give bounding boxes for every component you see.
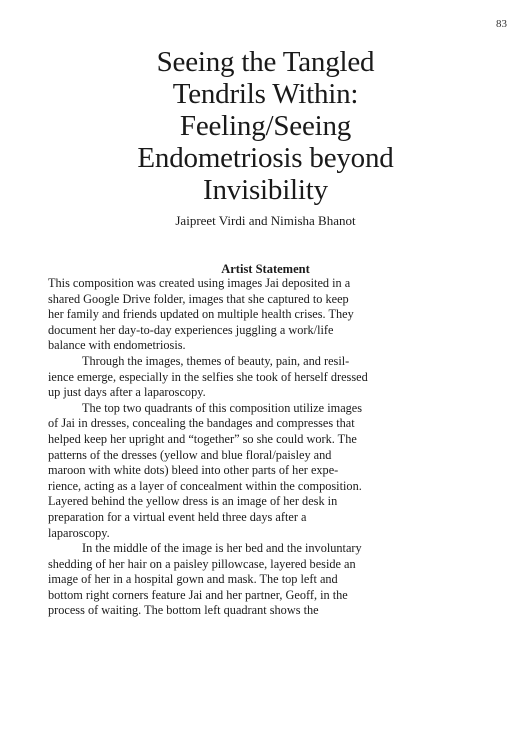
title-line: Endometriosis beyond (137, 142, 394, 174)
title-line: Tendrils Within: (172, 78, 359, 110)
title-line: Invisibility (203, 174, 328, 206)
body-line: image of her in a hospital gown and mask. The top left and (48, 572, 338, 587)
body-line: of Jai in dresses, concealing the bandages and compresses that (48, 416, 355, 431)
title-line: Feeling/Seeing (179, 110, 352, 142)
body-line: Through the images, themes of beauty, pain, and resil- (82, 353, 350, 368)
section-heading: Artist Statement (221, 262, 310, 276)
body-line: ience emerge, especially in the selfies she took of herself dressed (48, 369, 368, 384)
body-line: In the middle of the image is her bed and the involuntary (82, 541, 362, 556)
body-line: The top two quadrants of this composition utilize images (82, 400, 363, 415)
body-text (48, 276, 488, 619)
title-line: Seeing the Tangled (156, 46, 375, 78)
body-line: balance with endometriosis. (48, 338, 186, 353)
body-line: patterns of the dresses (yellow and blue floral/paisley and (48, 447, 332, 462)
body-line: document her day-to-day experiences juggling a work/life (48, 322, 334, 337)
body-line: up just days after a laparoscopy. (48, 385, 206, 400)
body-line: helped keep her upright and “together” so she could work. The (48, 431, 357, 446)
body-line: her family and friends updated on multiple health crises. They (48, 307, 354, 322)
body-line: Layered behind the yellow dress is an image of her desk in (48, 494, 338, 509)
authors: Jaipreet Virdi and Nimisha Bhanot (175, 213, 356, 228)
body-line: laparoscopy. (48, 525, 110, 540)
body-line: This composition was created using images Jai deposited in a (48, 276, 351, 290)
chapter-title (40, 46, 491, 206)
body-line: bottom right corners feature Jai and her partner, Geoff, in the (48, 587, 348, 602)
body-line: process of waiting. The bottom left quadrant shows the (48, 603, 319, 618)
body-line: shared Google Drive folder, images that she captured to keep (48, 291, 349, 306)
page-number: 83 (496, 18, 507, 30)
body-line: preparation for a virtual event held three days after a (48, 509, 307, 524)
body-line: maroon with white dots) bleed into other parts of her expe- (48, 463, 339, 478)
body-line: shedding of her hair on a paisley pillowcase, layered beside an (48, 556, 356, 571)
body-line: rience, acting as a layer of concealment within the composition. (48, 478, 362, 493)
